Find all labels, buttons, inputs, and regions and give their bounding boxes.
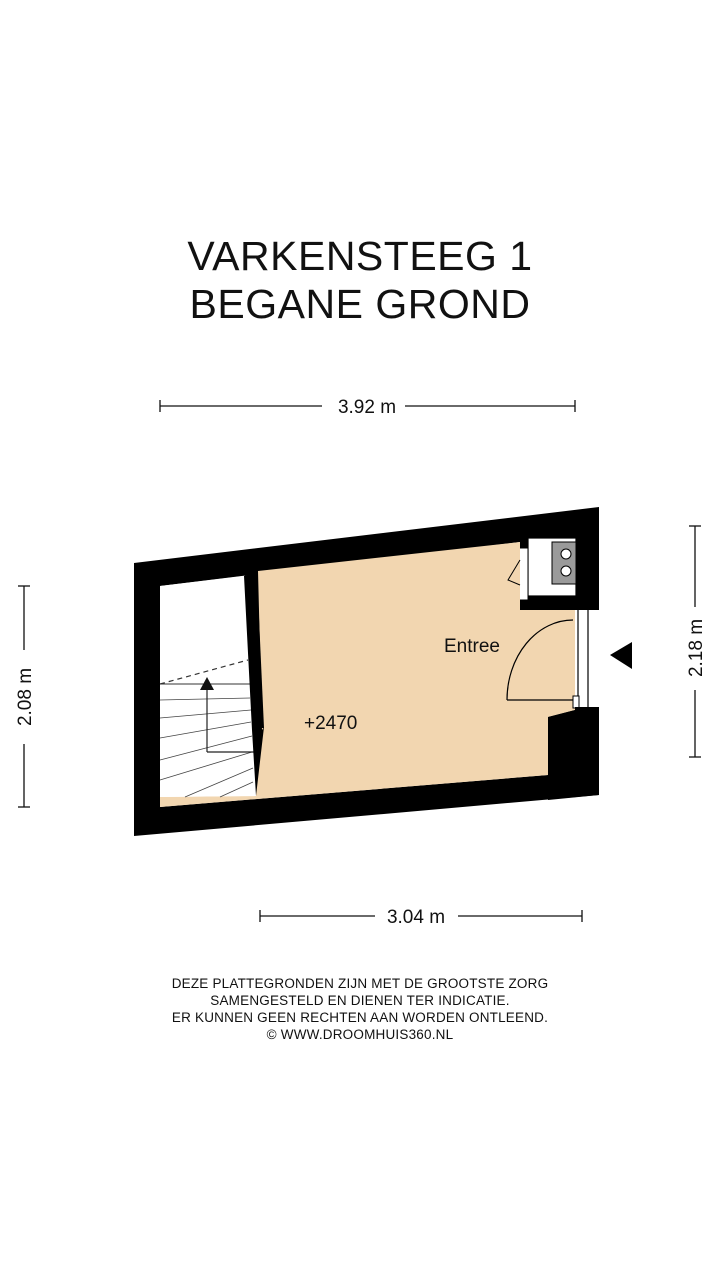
dimension-right-label: 2.18 m	[686, 618, 707, 678]
title-address: VARKENSTEEG 1	[187, 233, 533, 279]
dimension-top-label: 3.92 m	[337, 397, 397, 418]
disclaimer-line: ER KUNNEN GEEN RECHTEN AAN WORDEN ONTLEEND.	[171, 1010, 549, 1025]
dimension-right	[686, 526, 707, 757]
dimension-top	[160, 397, 575, 418]
room-label-entree: Entree	[444, 636, 500, 657]
dimension-left	[15, 586, 36, 807]
dimension-bottom	[260, 907, 582, 928]
entrance-arrow-icon	[610, 642, 632, 669]
disclaimer-copyright: © WWW.DROOMHUIS360.NL	[266, 1027, 454, 1042]
disclaimer-line: DEZE PLATTEGRONDEN ZIJN MET DE GROOTSTE ZORG	[171, 976, 549, 991]
dimension-left-label: 2.08 m	[15, 667, 36, 727]
dimension-bottom-label: 3.04 m	[386, 907, 446, 928]
disclaimer-line: SAMENGESTELD EN DIENEN TER INDICATIE.	[210, 993, 510, 1008]
disclaimer	[0, 975, 720, 1043]
wall-block	[548, 707, 599, 800]
stairs-icon	[160, 576, 254, 797]
title-floor: BEGANE GROND	[189, 281, 531, 327]
floor-level-label: +2470	[304, 713, 358, 734]
